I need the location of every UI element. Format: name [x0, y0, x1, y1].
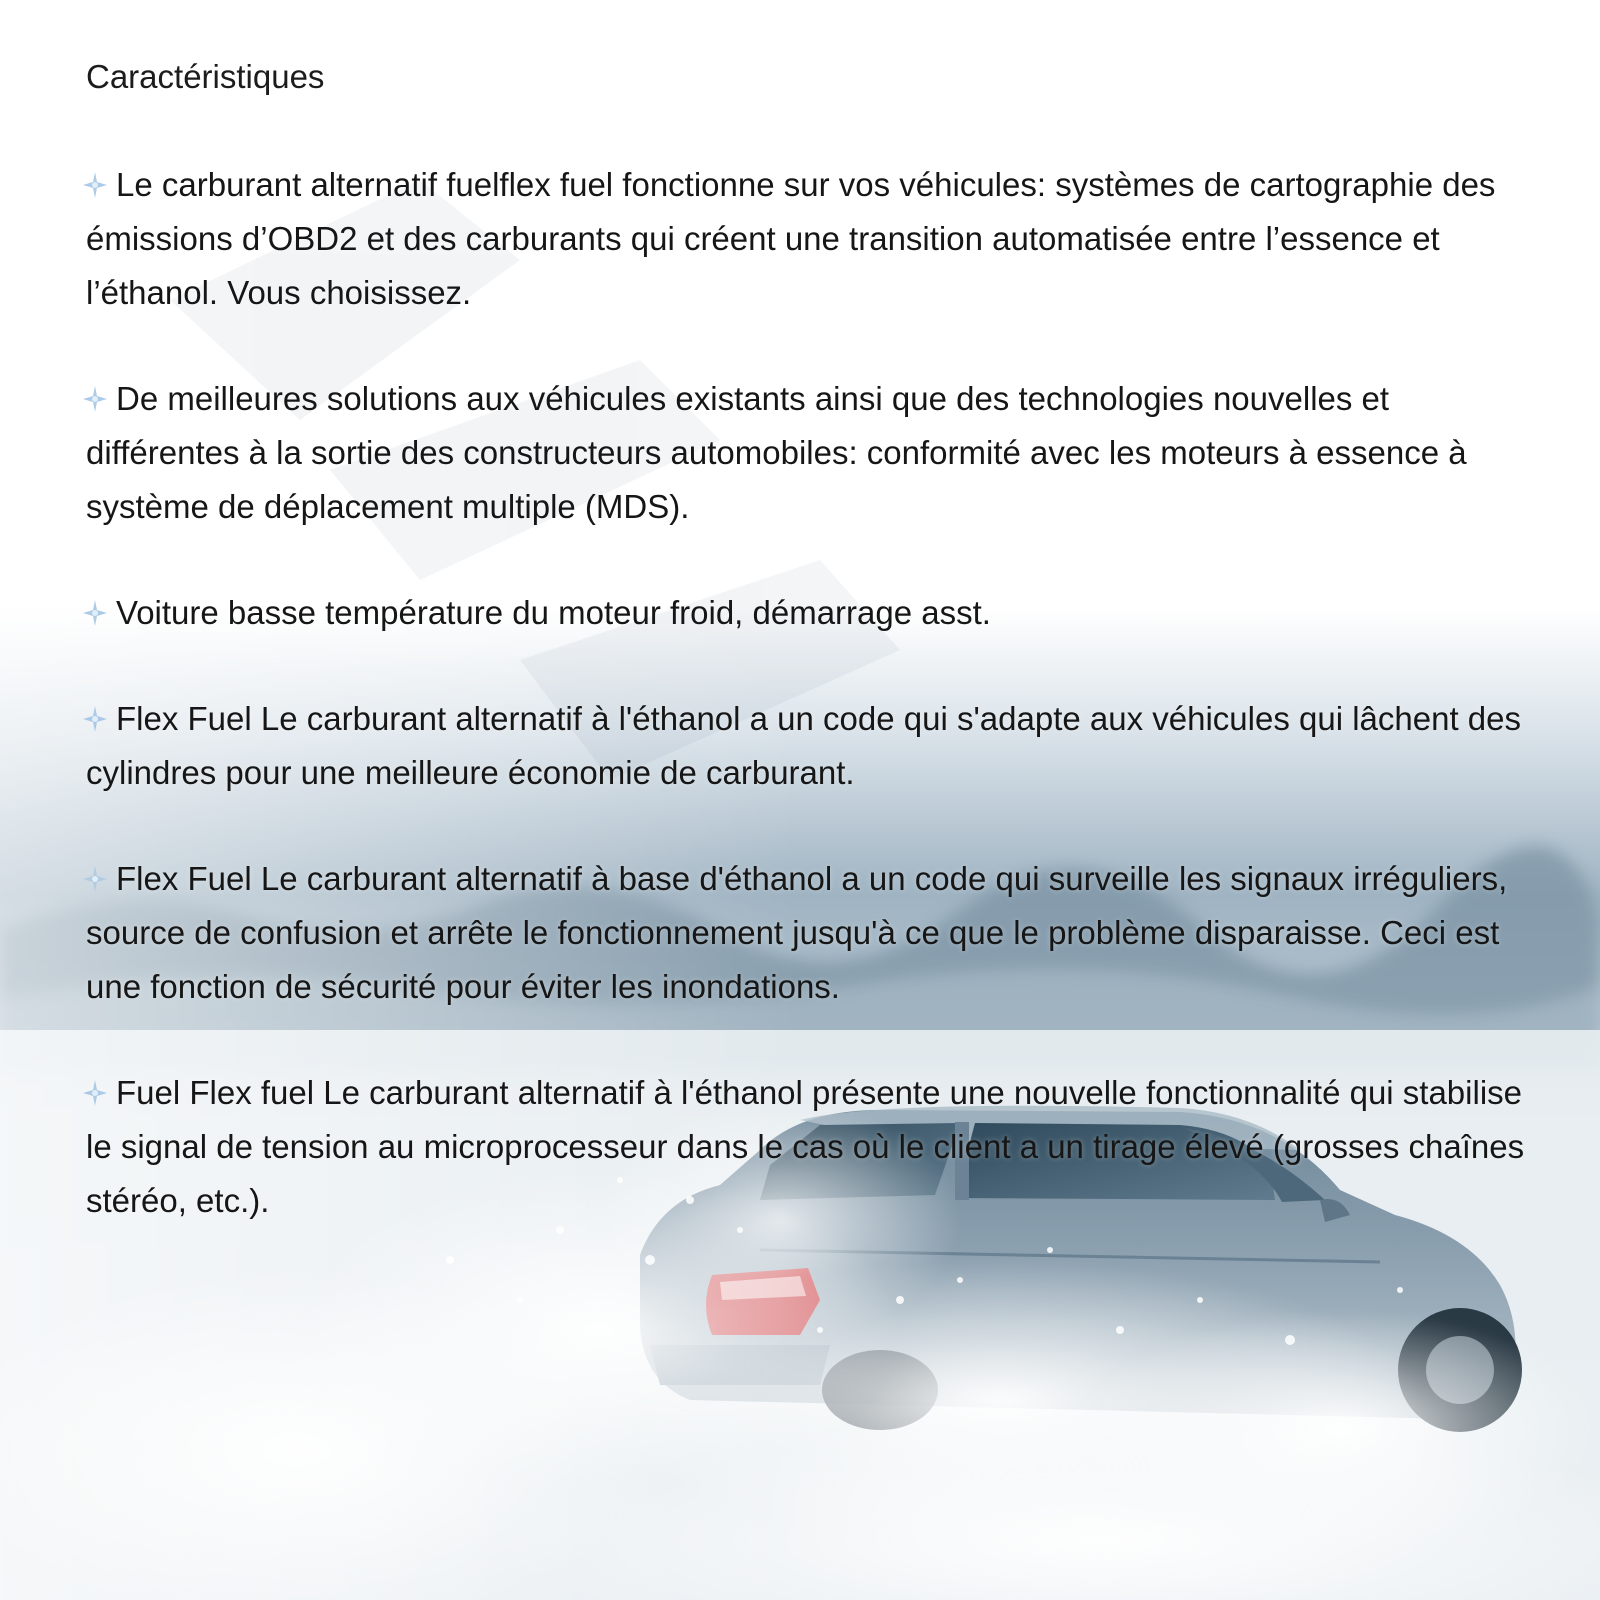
feature-text: Voiture basse température du moteur froid, démarrage asst. [116, 594, 991, 631]
sparkle-icon [80, 864, 110, 894]
feature-item-2 [86, 372, 1526, 534]
sparkle-icon [80, 384, 110, 414]
sparkle-icon [80, 1078, 110, 1108]
feature-text: De meilleures solutions aux véhicules existants ainsi que des technologies nouvelles et différentes à la sortie des constructeurs automobiles: conformité avec les moteurs à essence à système de déplacement multiple (MDS). [86, 380, 1467, 525]
feature-text: Flex Fuel Le carburant alternatif à base d'éthanol a un code qui surveille les signaux irréguliers, source de confusion et arrête le fonctionnement jusqu'à ce que le problème disparaisse. Ceci est une fonction de sécurité pour éviter les inondations. [86, 860, 1508, 1005]
section-heading: Caractéristiques [86, 58, 325, 95]
feature-item-5 [86, 852, 1526, 1014]
sparkle-icon [80, 704, 110, 734]
feature-text: Flex Fuel Le carburant alternatif à l'éthanol a un code qui s'adapte aux véhicules qui lâchent des cylindres pour une meilleure économie de carburant. [86, 700, 1521, 791]
sparkle-icon [80, 170, 110, 200]
feature-text: Le carburant alternatif fuelflex fuel fonctionne sur vos véhicules: systèmes de cartographie des émissions d’OBD2 et des carburants qui créent une transition automatisée entre l’essence et l’éthanol. Vous choisissez. [86, 166, 1496, 311]
feature-text: Fuel Flex fuel Le carburant alternatif à l'éthanol présente une nouvelle fonctionnalité qui stabilise le signal de tension au microprocesseur dans le cas où le client a un tirage élevé (grosses chaînes stéréo, etc.). [86, 1074, 1525, 1219]
feature-item-1 [86, 158, 1526, 320]
features-section [86, 52, 1526, 1280]
feature-item-6 [86, 1066, 1526, 1228]
sparkle-icon [80, 598, 110, 628]
feature-item-3 [86, 586, 1526, 640]
feature-item-4 [86, 692, 1526, 800]
